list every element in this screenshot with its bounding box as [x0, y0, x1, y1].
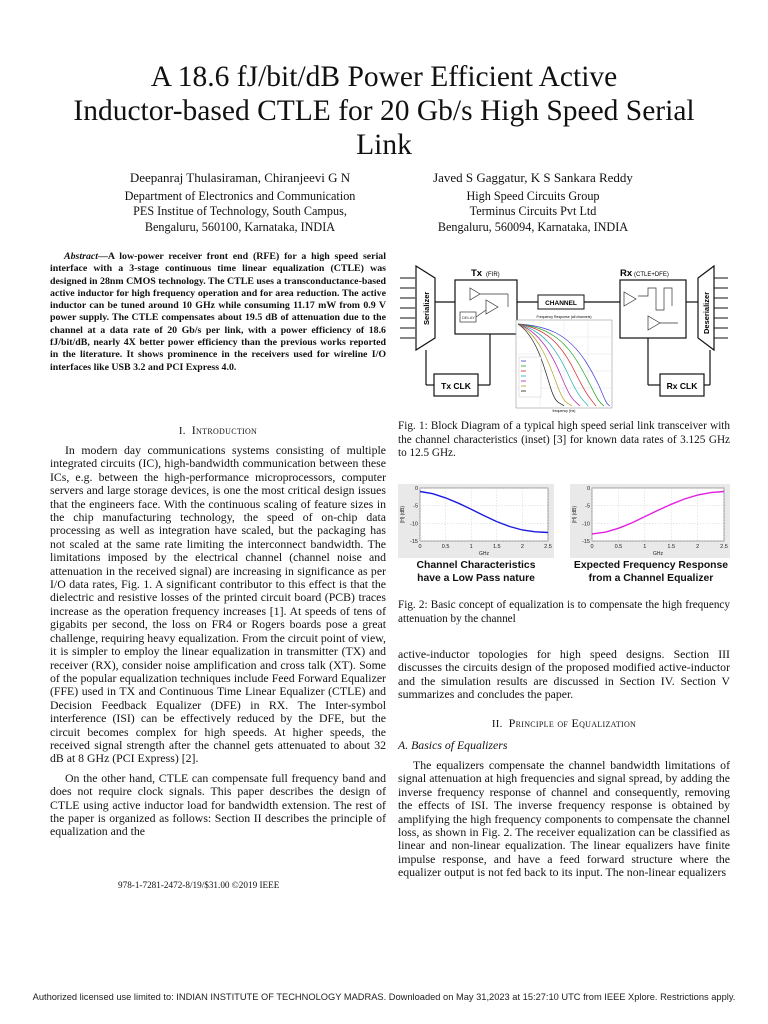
section-number: I. [178, 425, 186, 437]
inset-title: Frequency Response (all channels) [536, 315, 592, 319]
subsection-heading: A. Basics of Equalizers [398, 738, 508, 752]
author-department: High Speed Circuits Group [466, 188, 600, 203]
intro-body [50, 444, 386, 839]
section-number: II. [491, 718, 503, 730]
y-tick-label: -10 [582, 521, 590, 528]
title-line-1: A 18.6 fJ/bit/dB Power Efficient Active [150, 61, 618, 93]
section-heading [398, 716, 730, 731]
tx-label: Tx [471, 268, 483, 279]
y-tick-label: -10 [410, 521, 418, 528]
fig2-right-label-line-2: from a Channel Equalizer [588, 573, 714, 584]
x-tick-label: 2.5 [720, 544, 728, 550]
intro-paragraph-2: On the other hand, CTLE can compensate full frequency band and does not require clock signals. This paper describes the design of CTLE using active inductor load for bandwidth extension. The rest of the paper is organized as follows: Section II describes the principle of equalization and the [50, 770, 386, 839]
output-arrows [714, 278, 728, 338]
section-2-paragraph-1: The equalizers compensate the channel bandwidth limitations of signal attenuation at high frequencies and signal spread, by adding the inverse frequency response of channel and consequently, removing the effects of ISI. The inverse frequency response is obtained by amplifying the high frequency components to compensate the channel loss, as shown in Fig. 2. The receiver equalization can be classified as linear and non-linear equalization. The linear equalizers have finite impulse response, and have a feed forward structure where the equalizer output is not fed back to its input. The non-linear equalizers [398, 758, 730, 880]
inset-x-label: frequency (Hz) [552, 409, 576, 413]
chart-equalizer-response [570, 484, 730, 558]
fig2-right-label [566, 559, 736, 585]
author-names: Javed S Gaggatur, K S Sankara Reddy [433, 170, 633, 185]
x-axis-label: GHz [653, 551, 663, 557]
title-line-3: Link [356, 129, 412, 161]
x-tick-label: 1.5 [667, 544, 676, 550]
chart-channel-characteristics [398, 484, 554, 558]
x-tick-label: 2 [696, 544, 700, 550]
figure-2-caption: Fig. 2: Basic concept of equalization is to compensate the high frequency attenuation by the channel [398, 599, 730, 625]
y-axis-label: |H| (dB) [400, 505, 406, 524]
rx-sub-label: (CTLE+DFE) [634, 272, 669, 278]
figure-1-caption: Fig. 1: Block Diagram of a typical high speed serial link transceiver with the channel characteristics (inset) [3] for known data rates of 3.125 GHz to 12.5 GHz. [398, 420, 730, 460]
y-tick-label: -5 [413, 503, 418, 510]
x-tick-label: 0.5 [614, 544, 623, 550]
paper-title [30, 60, 738, 162]
author-institution: Terminus Circuits Pvt Ltd [469, 204, 597, 218]
y-axis-label: |H| (dB) [572, 505, 578, 524]
author-address: Bengaluru, 560100, Karnataka, INDIA [144, 219, 336, 234]
col2-continuation [398, 648, 730, 702]
y-tick-label: 0 [414, 486, 418, 492]
intro-paragraph-1: In modern day communications systems consisting of multiple integrated circuits (IC), high-bandwidth communication between these ICs, e.g. between the high-performance microprocessors, computer servers and large storage devices, is one the most critical design issues that the engineers face. With the continuous scaling of feature sizes in the chip manufacturing technology, the speed of on-chip data processing as well as integration have scaled, but the packaging has not scaled at the same rate limiting the interconnect bandwidth. The limitations imposed by the electrical channel (channel noise and attenuation in the received signal) are increasing in significance as per I/O data rates, Fig. 1. A significant contributor to this effect is that the dielectric and resistive losses of the printed circuit board (PCB) traces increase as the operation frequency increases [1]. At speeds of tens of gigabits per second, the loss on FR4 or Rogers boards pose a great challenge, requiring heavy equalization. From the circuit point of view, it is simpler to employ the linear equalization in transmitter (TX) and receiver (RX), consider noise amplification and cross talk (XT). Some of the popular equalization techniques include Feed Forward Equalizer (FFE) used in TX and Continuous Time Linear Equalizer (CTLE) and Decision Feedback Equalizer (DFE) in RX. The Inter-symbol interference (ISI) can be effectively reduced by the DFE, but the circuit becomes complex for high speeds. At higher speeds, the received signal strength after the channel gets attenuated to about 32 dB at 8 GHz (PCI Express) [2]. [50, 443, 386, 766]
x-tick-label: 0.5 [441, 544, 450, 550]
rx-block [620, 280, 686, 338]
abstract-text: —A low-power receiver front end (RFE) for a high speed serial interface with a 3-stage continuous time linear equalization (CTLE) was designed in 28nm CMOS technology. The CTLE uses a transconductance-based active inductor for high frequency operation and for area reduction. The active inductor can be tuned around 10 GHz while consuming 11.17 mW from 0.9 V power supply. The CTLE compensates about 19.5 dB of attenuation due to the channel at a data rate of 20 Gb/s per link, with a power efficiency of 18.6 fJ/bit/dB, nearly 4X better power efficiency than the previous works reported in the literature. It shows prominence in the receivers used for wireline I/O interfaces like USB 3.2 and PCI Express 4.0. [50, 251, 386, 373]
author-address: Bengaluru, 560094, Karnataka, INDIA [437, 219, 629, 234]
x-axis-label: GHz [479, 551, 489, 557]
channel-label: CHANNEL [545, 300, 577, 307]
author-names: Deepanraj Thulasiraman, Chiranjeevi G N [129, 170, 351, 185]
deserializer-label: Deserializer [702, 291, 711, 334]
x-tick-label: 1.5 [492, 544, 501, 550]
abstract-label: Abstract [64, 251, 99, 262]
serializer-label: Serializer [422, 291, 431, 325]
y-tick-label: -5 [585, 503, 590, 510]
x-tick-label: 1 [643, 544, 647, 550]
x-tick-label: 0 [418, 544, 422, 550]
x-tick-label: 2 [520, 544, 524, 550]
svg-text:DELAY: DELAY [462, 315, 475, 320]
input-arrows [400, 278, 415, 338]
section-title: Principle of Equalization [508, 716, 637, 730]
title-line-2: Inductor-based CTLE for 20 Gb/s High Speed Serial [73, 95, 695, 127]
abstract [50, 251, 386, 374]
x-tick-label: 0 [590, 544, 594, 550]
author-department: Department of Electronics and Communication [124, 188, 356, 203]
rx-label: Rx [620, 268, 633, 279]
plot-area [592, 488, 724, 541]
y-tick-label: -15 [582, 539, 590, 545]
author-institution: PES Institue of Technology, South Campus, [133, 204, 347, 218]
y-tick-label: 0 [586, 486, 590, 492]
rx-clk-label: Rx CLK [666, 381, 698, 391]
license-footer: Authorized licensed use limited to: INDIAN INSTITUTE OF TECHNOLOGY MADRAS. Downloaded on May 31,2023 at 15:27:10 UTC from IEEE Xplore. Restrictions apply. [32, 992, 736, 1002]
fig2-right-label-line-1: Expected Frequency Response [573, 560, 729, 571]
channel-inset-plot [516, 315, 612, 413]
author-block-right [398, 170, 668, 235]
section-heading [50, 423, 386, 438]
y-tick-label: -15 [410, 539, 418, 545]
section-2-body [398, 759, 730, 880]
fig2-left-label [398, 559, 554, 585]
tx-sub-label: (FIR) [486, 272, 500, 278]
x-tick-label: 1 [469, 544, 473, 550]
figure-1-block-diagram [398, 262, 730, 414]
section-title: Introduction [191, 423, 258, 437]
author-block-left [90, 170, 390, 235]
tx-clk-label: Tx CLK [441, 381, 471, 391]
fig2-left-label-line-2: have a Low Pass nature [417, 573, 535, 584]
fig2-left-label-line-1: Channel Characteristics [416, 560, 536, 571]
x-tick-label: 2.5 [544, 544, 552, 550]
copyright-line: 978-1-7281-2472-8/19/$31.00 ©2019 IEEE [118, 880, 280, 890]
col2-paragraph-1: active-inductor topologies for high speed designs. Section III discusses the circuits design of the proposed modified active-inductor and the simulation results are discussed in Section IV. Section V summarizes and concludes the paper. [398, 647, 730, 702]
